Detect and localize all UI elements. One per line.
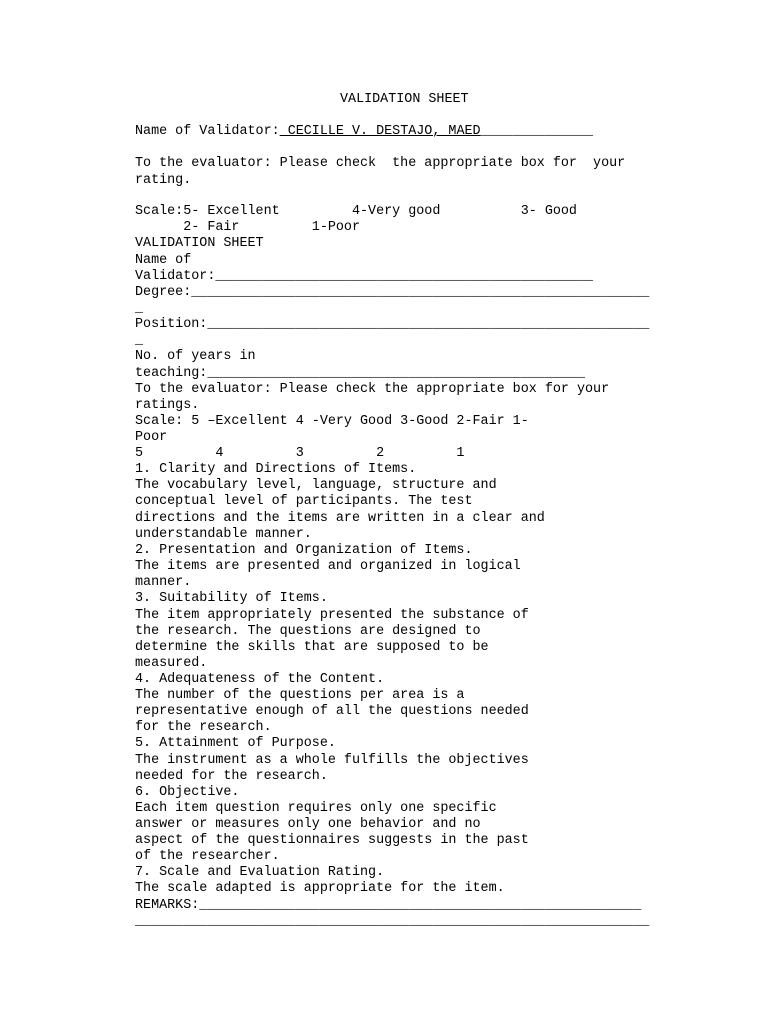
form-years-field: teaching:_______________________________________________	[135, 366, 585, 381]
criteria-line: The instrument as a whole fulfills the objectives	[135, 753, 529, 768]
criteria-line: understandable manner.	[135, 527, 312, 542]
form-position-wrap: _	[135, 333, 144, 348]
form-name-label: Name of	[135, 253, 192, 268]
criteria-line: directions and the items are written in a clear and	[135, 511, 545, 526]
criteria-line: The scale adapted is appropriate for the item.	[135, 881, 505, 896]
criteria-line: 6. Objective.	[135, 785, 240, 800]
form-degree-field: Degree:_________________________________________________________	[135, 285, 650, 300]
form-instruction-line-1: To the evaluator: Please check the appropriate box for your	[135, 382, 610, 397]
criteria-line: answer or measures only one behavior and no	[135, 817, 481, 832]
criteria-line: needed for the research.	[135, 769, 328, 784]
criteria-line: 3. Suitability of Items.	[135, 591, 328, 606]
remarks-field: REMARKS:_______________________________________________________	[135, 898, 642, 913]
criteria-line: measured.	[135, 656, 208, 671]
form-name-field: Validator:_______________________________________________	[135, 269, 594, 284]
form-scale-line-2: Poor	[135, 430, 168, 445]
criteria-line: conceptual level of participants. The test	[135, 494, 473, 509]
form-years-label: No. of years in	[135, 349, 256, 364]
criteria-line: 2. Presentation and Organization of Items.	[135, 543, 473, 558]
form-position-field: Position:_______________________________________________________	[135, 317, 650, 332]
form-scale-line-1: Scale: 5 –Excellent 4 -Very Good 3-Good 2-Fair 1-	[135, 414, 529, 429]
criteria-line: Each item question requires only one specific	[135, 801, 497, 816]
remarks-line-2: ________________________________________________________________	[135, 914, 650, 929]
criteria-line: manner.	[135, 575, 192, 590]
form-title: VALIDATION SHEET	[135, 236, 264, 251]
validator-label: Name of Validator:	[135, 124, 280, 139]
instruction-line-2: rating.	[135, 173, 192, 188]
criteria-line: the research. The questions are designed to	[135, 624, 481, 639]
criteria-line: The items are presented and organized in logical	[135, 559, 521, 574]
criteria-line: 1. Clarity and Directions of Items.	[135, 462, 417, 477]
criteria-line: representative enough of all the questions needed	[135, 704, 529, 719]
criteria-line: 5. Attainment of Purpose.	[135, 736, 336, 751]
criteria-line: The vocabulary level, language, structure and	[135, 478, 497, 493]
ratings-header: 5 4 3 2 1	[135, 446, 465, 461]
form-degree-wrap: _	[135, 301, 144, 316]
validator-name: CECILLE V. DESTAJO, MAED	[279, 124, 481, 139]
scale-line-2: 2- Fair 1-Poor	[135, 220, 360, 235]
scale-line-1: Scale:5- Excellent 4-Very good 3- Good	[135, 204, 577, 219]
form-instruction-line-2: ratings.	[135, 398, 200, 413]
validator-trail: ______________	[480, 124, 594, 139]
criteria-line: for the research.	[135, 720, 272, 735]
instruction-line-1: To the evaluator: Please check the appropriate box for your	[135, 156, 626, 171]
criteria-line: The item appropriately presented the substance of	[135, 608, 529, 623]
criteria-line: of the researcher.	[135, 849, 280, 864]
criteria-line: 7. Scale and Evaluation Rating.	[135, 865, 385, 880]
validator-line	[135, 124, 593, 140]
page-title: VALIDATION SHEET	[340, 92, 469, 107]
criteria-line: aspect of the questionnaires suggests in the past	[135, 833, 529, 848]
criteria-line: determine the skills that are supposed to be	[135, 640, 489, 655]
criteria-line: 4. Adequateness of the Content.	[135, 672, 385, 687]
criteria-line: The number of the questions per area is a	[135, 688, 465, 703]
